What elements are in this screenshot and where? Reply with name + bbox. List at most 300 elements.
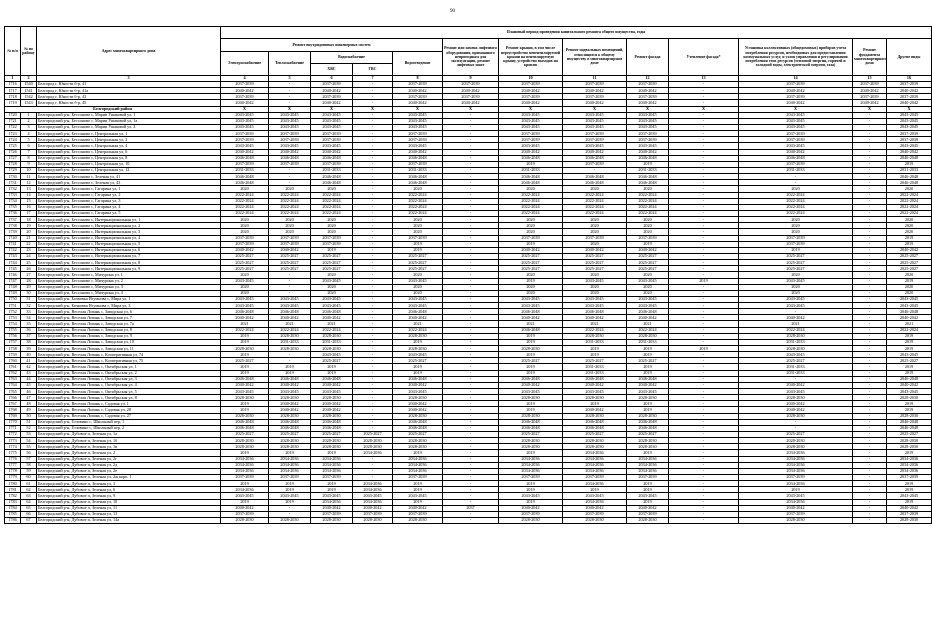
period-cell: 2019 [887, 278, 932, 284]
row-number: 1739 [5, 229, 21, 235]
period-cell: - [443, 204, 499, 210]
district-number: 57 [21, 456, 37, 462]
period-cell: 2019 [627, 487, 669, 493]
address-cell: Белгородский р-н, Веселая Лопань с, Заводская ул, 6 [37, 309, 221, 315]
district-number: 23 [21, 247, 37, 253]
address-cell: Белгородский р-н, Дубовое п, Зеленая ул, 2ж корп. 1 [37, 475, 221, 481]
period-cell: - [853, 481, 887, 487]
period-cell: 2040-2042 [221, 247, 269, 253]
row-number: 1752 [5, 309, 21, 315]
period-cell: 2020 [311, 217, 353, 223]
period-cell: 2046-2048 [311, 376, 353, 382]
period-cell: 2043-2045 [393, 143, 443, 149]
period-cell: 2020 [563, 229, 627, 235]
period-cell: 2034-2036 [311, 456, 353, 462]
district-number: 45 [21, 382, 37, 388]
period-cell: 2046-2048 [563, 425, 627, 431]
period-cell: 2022-2024 [627, 192, 669, 198]
period-cell: 2020 [499, 229, 563, 235]
period-cell: 2034-2036 [627, 462, 669, 468]
period-cell: 2034-2036 [353, 499, 393, 505]
period-cell: 2043-2045 [393, 296, 443, 302]
district-number: 1543 [21, 100, 37, 106]
period-cell: - [669, 223, 739, 229]
period-cell: 2034-2036 [311, 499, 353, 505]
period-cell: 2025-2027 [499, 432, 563, 438]
period-cell: 2019 [311, 487, 353, 493]
period-cell: 2028-2030 [269, 444, 311, 450]
period-cell: 2046-2048 [311, 419, 353, 425]
period-cell: 2028-2030 [269, 333, 311, 339]
period-cell: 2037-2039 [393, 137, 443, 143]
address-cell: Белгородский р-н, Веселая Лопань с, Садовая ул, 1 [37, 401, 221, 407]
period-cell: 2040-2042 [627, 315, 669, 321]
page-number: 90 [450, 9, 455, 14]
period-cell: 2037-2039 [269, 235, 311, 241]
period-cell: - [853, 517, 887, 523]
period-cell: 2020 [221, 186, 269, 192]
period-cell: 2028-2030 [739, 517, 853, 523]
column-number: 14 [739, 76, 853, 82]
period-cell: 2022-2024 [221, 210, 269, 216]
period-cell: 2019 [499, 241, 563, 247]
address-cell: Белгородский р-н, Дубовое п, Зеленая ул, 13 [37, 511, 221, 517]
period-cell: - [853, 284, 887, 290]
period-cell: 2019 [627, 407, 669, 413]
period-cell: 2037-2039 [393, 131, 443, 137]
period-cell: 2028-2030 [269, 438, 311, 444]
address-cell: Белгородский р-н, Дубовое п, Зеленая ул, 1а [37, 432, 221, 438]
period-cell: 2037-2039 [563, 137, 627, 143]
period-cell: 2040-2042 [269, 407, 311, 413]
district-number: 15 [21, 198, 37, 204]
period-cell: 2028-2030 [563, 413, 627, 419]
period-cell: 2021 [627, 321, 669, 327]
table-body [5, 76, 932, 524]
address-cell: Белгородский р-н, Головино с, Школьный пер, 2 [37, 425, 221, 431]
period-cell: 2022-2024 [499, 210, 563, 216]
period-cell: 2019 [221, 450, 269, 456]
period-cell: 2020 [499, 223, 563, 229]
period-cell: 2034-2036 [563, 481, 627, 487]
row-number: 1759 [5, 352, 21, 358]
period-cell: 2046-2048 [393, 155, 443, 161]
period-cell: 2043-2045 [221, 278, 269, 284]
period-cell: 2025-2027 [887, 266, 932, 272]
period-cell: - [669, 167, 739, 173]
period-cell: - [443, 395, 499, 401]
period-cell: 2031-2033 [627, 167, 669, 173]
row-number: 1725 [5, 143, 21, 149]
period-cell: 2021 [221, 321, 269, 327]
period-cell: X [353, 106, 393, 112]
period-cell: 2043-2045 [393, 389, 443, 395]
period-cell: 2043-2045 [887, 118, 932, 124]
period-cell: 2046-2048 [269, 425, 311, 431]
period-cell: 2040-2042 [221, 315, 269, 321]
period-cell: - [669, 376, 739, 382]
row-number: 1758 [5, 346, 21, 352]
period-cell: 2046-2048 [887, 155, 932, 161]
period-cell: 2031-2033 [221, 167, 269, 173]
district-number: 18 [21, 217, 37, 223]
period-cell: - [353, 247, 393, 253]
period-cell: 2046-2048 [627, 180, 669, 186]
period-cell: 2019 [563, 401, 627, 407]
period-cell: - [669, 511, 739, 517]
period-cell: - [353, 161, 393, 167]
row-number: 1763 [5, 376, 21, 382]
period-cell: - [669, 210, 739, 216]
address-cell: Белгородский р-н, Бессоново с, Центральная ул, 4 [37, 143, 221, 149]
period-cell: 2034-2036 [739, 468, 853, 474]
period-cell: 2046-2048 [221, 155, 269, 161]
period-cell: 2028-2030 [887, 444, 932, 450]
period-cell: 2020 [393, 272, 443, 278]
period-cell: 2046-2048 [499, 309, 563, 315]
period-cell: 2037-2039 [269, 131, 311, 137]
period-cell: 2040-2042 [853, 100, 887, 106]
period-cell: 2022-2024 [563, 327, 627, 333]
period-cell: 2022-2024 [393, 204, 443, 210]
period-cell: - [353, 192, 393, 198]
period-cell: 2037-2039 [739, 241, 853, 247]
period-cell: X [393, 106, 443, 112]
period-cell: 2037-2039 [221, 475, 269, 481]
period-cell: 2019 [269, 481, 311, 487]
period-cell: 2022-2024 [499, 198, 563, 204]
period-cell: 2019 [499, 339, 563, 345]
period-cell: - [269, 272, 311, 278]
period-cell: 2025-2027 [269, 266, 311, 272]
period-cell: 2019 [887, 161, 932, 167]
period-cell: - [669, 186, 739, 192]
period-cell: - [353, 407, 393, 413]
period-cell: - [853, 450, 887, 456]
period-cell: 2028-2030 [627, 333, 669, 339]
period-cell: 2020 [393, 186, 443, 192]
period-cell: 2028-2030 [393, 395, 443, 401]
period-cell: 2046-2048 [887, 180, 932, 186]
period-cell: - [853, 389, 887, 395]
period-cell: 2020 [393, 290, 443, 296]
period-cell: 2019 [627, 352, 669, 358]
period-cell: - [853, 505, 887, 511]
period-cell: 2040-2042 [739, 382, 853, 388]
period-cell: - [669, 131, 739, 137]
address-cell: Белгородский р-н, Веселая Лопань с, Октябрьская ул, 2 [37, 370, 221, 376]
period-cell: 2043-2045 [627, 118, 669, 124]
row-number: 1757 [5, 339, 21, 345]
period-cell: 2020 [499, 290, 563, 296]
district-number: 28 [21, 278, 37, 284]
period-cell: 2022-2024 [311, 198, 353, 204]
period-cell: - [353, 321, 393, 327]
period-cell: 2019 [739, 487, 853, 493]
period-cell: 2028-2030 [311, 395, 353, 401]
period-cell: 2028-2030 [563, 517, 627, 523]
row-number: 1747 [5, 278, 21, 284]
period-cell: 2022-2024 [739, 192, 853, 198]
period-cell: 2019 [499, 481, 563, 487]
period-cell: 2022-2024 [627, 198, 669, 204]
period-cell: 2028-2030 [563, 444, 627, 450]
header-gvs: ГВС [353, 64, 393, 76]
period-cell: 2034-2036 [499, 456, 563, 462]
period-cell: 2034-2036 [353, 450, 393, 456]
period-cell: 2028-2030 [499, 517, 563, 523]
period-cell: 2046-2048 [627, 425, 669, 431]
period-cell: - [853, 155, 887, 161]
period-cell: - [853, 395, 887, 401]
row-number: 1777 [5, 462, 21, 468]
period-cell: - [669, 180, 739, 186]
period-cell: - [443, 278, 499, 284]
period-cell: - [269, 290, 311, 296]
district-number: 21 [21, 235, 37, 241]
district-number: 5 [21, 137, 37, 143]
row-number: 1717 [5, 88, 21, 94]
period-cell: - [669, 253, 739, 259]
address-cell: Белгородский р-н, Бессоново с, Зеленая ул, 41 [37, 174, 221, 180]
period-cell: 2028-2030 [393, 346, 443, 352]
period-cell: 2043-2045 [221, 124, 269, 130]
period-cell: 2037-2039 [739, 235, 853, 241]
period-cell: 2025-2027 [393, 266, 443, 272]
address-cell: Белгородский р-н, Бессоново с, Интернациональная ул, 3 [37, 229, 221, 235]
period-cell: 2037-2039 [269, 161, 311, 167]
period-cell: - [669, 425, 739, 431]
period-cell: 2020 [311, 229, 353, 235]
period-cell: 2034-2036 [393, 462, 443, 468]
period-cell: - [669, 413, 739, 419]
period-cell: - [353, 217, 393, 223]
period-cell: 2019 [269, 499, 311, 505]
period-cell: 2037-2039 [627, 235, 669, 241]
header-internal-systems: Ремонт внутридомовых инженерных систем [221, 39, 443, 52]
address-cell: Белгородский р-н, Бессоново с, Гагарина ул, 1 [37, 186, 221, 192]
period-cell: 2040-2042 [563, 247, 627, 253]
period-cell: - [443, 235, 499, 241]
column-number: 16 [887, 76, 932, 82]
period-cell: 2019 [393, 450, 443, 456]
period-cell: 2019 [269, 487, 311, 493]
period-cell: 2022-2024 [221, 198, 269, 204]
period-cell: 2020 [627, 217, 669, 223]
period-cell: 2028-2030 [311, 346, 353, 352]
period-cell: 2037-2039 [499, 131, 563, 137]
period-cell: 2043-2045 [563, 278, 627, 284]
period-cell: 2025-2027 [887, 260, 932, 266]
period-cell: - [853, 456, 887, 462]
period-cell: - [853, 339, 887, 345]
district-number: 13 [21, 186, 37, 192]
period-cell: - [443, 517, 499, 523]
period-cell: 2028-2030 [311, 444, 353, 450]
period-cell: 2022-2024 [627, 327, 669, 333]
period-cell: 2046-2048 [499, 376, 563, 382]
period-cell: 2022-2024 [739, 210, 853, 216]
period-cell: 2037-2039 [627, 511, 669, 517]
period-cell: - [353, 223, 393, 229]
period-cell: - [853, 315, 887, 321]
period-cell: 2040-2042 [887, 149, 932, 155]
period-cell: 2025-2027 [563, 253, 627, 259]
address-cell: Белгородский р-н, Дубовое п, Зеленая ул, 14а [37, 517, 221, 523]
period-cell: 2046-2048 [221, 180, 269, 186]
period-cell: - [669, 450, 739, 456]
row-number: 1775 [5, 450, 21, 456]
period-cell: - [669, 333, 739, 339]
period-cell: 2040-2042 [739, 149, 853, 155]
period-cell: 2019 [499, 278, 563, 284]
district-number: 6 [21, 143, 37, 149]
period-cell: 2022-2024 [739, 204, 853, 210]
period-cell: 2028-2030 [221, 444, 269, 450]
column-number: 1 [5, 76, 21, 82]
address-cell: Белгородский р-н, Бессоново с, Гагарина ул, 3 [37, 198, 221, 204]
period-cell: X [563, 106, 627, 112]
period-cell: 2034-2036 [739, 499, 853, 505]
period-cell: 2034-2036 [221, 487, 269, 493]
district-number: 24 [21, 253, 37, 259]
period-cell: 2043-2045 [353, 493, 393, 499]
period-cell: - [853, 407, 887, 413]
period-cell: 2046-2048 [499, 425, 563, 431]
period-cell: 2020 [269, 186, 311, 192]
address-cell: Белгородский р-н, Веселая Лопань с, Кооперативная ул, 74 [37, 352, 221, 358]
district-number: 41 [21, 358, 37, 364]
period-cell: 2043-2045 [311, 112, 353, 118]
period-cell: 2046-2048 [887, 419, 932, 425]
period-cell: X [311, 106, 353, 112]
period-cell: - [669, 364, 739, 370]
district-number: 27 [21, 272, 37, 278]
header-elevator: Ремонт или замена лифтового оборудования, признанного непригодным для эксплуатации, ремонт лифтовых шахт [443, 39, 499, 76]
district-number: 56 [21, 450, 37, 456]
period-cell: - [739, 425, 853, 431]
period-cell: - [443, 180, 499, 186]
period-cell: - [669, 174, 739, 180]
period-cell: 2043-2045 [739, 278, 853, 284]
period-cell: - [353, 284, 393, 290]
period-cell: 2046-2048 [563, 309, 627, 315]
address-cell: Белгородский р-н, Дубовое п, Зеленая ул, 2д [37, 462, 221, 468]
period-cell: 2043-2045 [499, 389, 563, 395]
period-cell: 2037-2039 [221, 131, 269, 137]
period-cell: 2040-2042 [887, 505, 932, 511]
district-number: 19 [21, 223, 37, 229]
period-cell: 2034-2036 [739, 456, 853, 462]
period-cell: - [443, 124, 499, 130]
period-cell: 2020 [627, 186, 669, 192]
period-cell: - [443, 149, 499, 155]
period-cell: 2037-2039 [627, 94, 669, 100]
period-cell: 2021 [311, 321, 353, 327]
period-cell: - [853, 143, 887, 149]
row-number: 1744 [5, 260, 21, 266]
period-cell: 2019 [499, 352, 563, 358]
address-cell: Белгородский р-н, Бессоново с, Интернациональная ул, 9 [37, 266, 221, 272]
period-cell: 2019 [221, 333, 269, 339]
period-cell: 2043-2045 [563, 118, 627, 124]
period-cell: - [443, 229, 499, 235]
period-cell: - [269, 284, 311, 290]
period-cell: 2037-2039 [353, 511, 393, 517]
period-cell: 2020 [311, 186, 353, 192]
period-cell: 2020 [627, 290, 669, 296]
period-cell: 2043-2045 [739, 303, 853, 309]
address-cell: Белгород г, Юности б-р, 43 [37, 94, 221, 100]
period-cell: 2025-2027 [311, 260, 353, 266]
district-number: 30 [21, 290, 37, 296]
period-cell: 2022-2024 [311, 210, 353, 216]
period-cell: - [669, 315, 739, 321]
column-number: 15 [853, 76, 887, 82]
period-cell: - [353, 468, 393, 474]
period-cell: 2037-2039 [739, 94, 853, 100]
period-cell: - [353, 333, 393, 339]
period-cell: 2037-2039 [739, 475, 853, 481]
period-cell: - [669, 94, 739, 100]
period-cell: 2025-2027 [311, 253, 353, 259]
period-cell: - [353, 198, 393, 204]
period-cell: 2028-2030 [353, 444, 393, 450]
period-cell: 2040-2042 [443, 100, 499, 106]
period-cell: 2019 [221, 352, 269, 358]
period-cell: 2040-2042 [311, 315, 353, 321]
period-cell: 2025-2027 [221, 266, 269, 272]
period-cell: 2040-2042 [499, 382, 563, 388]
header-facade: Ремонт фасада [627, 39, 669, 76]
period-cell: 2022-2024 [563, 192, 627, 198]
period-cell: - [269, 505, 311, 511]
period-cell: - [443, 333, 499, 339]
period-cell: 2028-2030 [739, 395, 853, 401]
period-cell: 2025-2027 [353, 432, 393, 438]
address-cell: Белгородский р-н, Бессоново с, Интернациональная ул, 4 [37, 235, 221, 241]
period-cell: 2019 [269, 364, 311, 370]
period-cell: 2019 [393, 499, 443, 505]
period-cell: 2022-2024 [499, 204, 563, 210]
period-cell: 2040-2042 [627, 100, 669, 106]
period-cell: - [443, 499, 499, 505]
period-cell: 2028-2030 [311, 413, 353, 419]
period-cell: 2019 [269, 370, 311, 376]
period-cell: - [353, 315, 393, 321]
period-cell: 2043-2045 [499, 143, 563, 149]
period-cell: 2019 [311, 481, 353, 487]
period-cell: 2028-2030 [221, 346, 269, 352]
period-cell: 2043-2045 [311, 352, 353, 358]
period-cell: 2043-2045 [221, 143, 269, 149]
period-cell: 2019 [887, 481, 932, 487]
period-cell: 2019 [221, 481, 269, 487]
period-cell: - [353, 149, 393, 155]
period-cell: - [669, 419, 739, 425]
period-cell: 2043-2045 [311, 389, 353, 395]
period-cell: 2037-2039 [499, 235, 563, 241]
period-cell: - [353, 253, 393, 259]
period-cell: 2037-2039 [627, 475, 669, 481]
period-cell: 2019 [627, 370, 669, 376]
address-cell: Белгородский р-н, Веселая Лопань с, Октябрьская ул, 4 [37, 382, 221, 388]
period-cell: 2022-2024 [269, 210, 311, 216]
period-cell: 2040-2042 [853, 88, 887, 94]
column-number: 10 [499, 76, 563, 82]
address-cell: Белгородский р-н, Бессоново с, Центральная ул, 2 [37, 137, 221, 143]
district-number: 3 [21, 124, 37, 130]
